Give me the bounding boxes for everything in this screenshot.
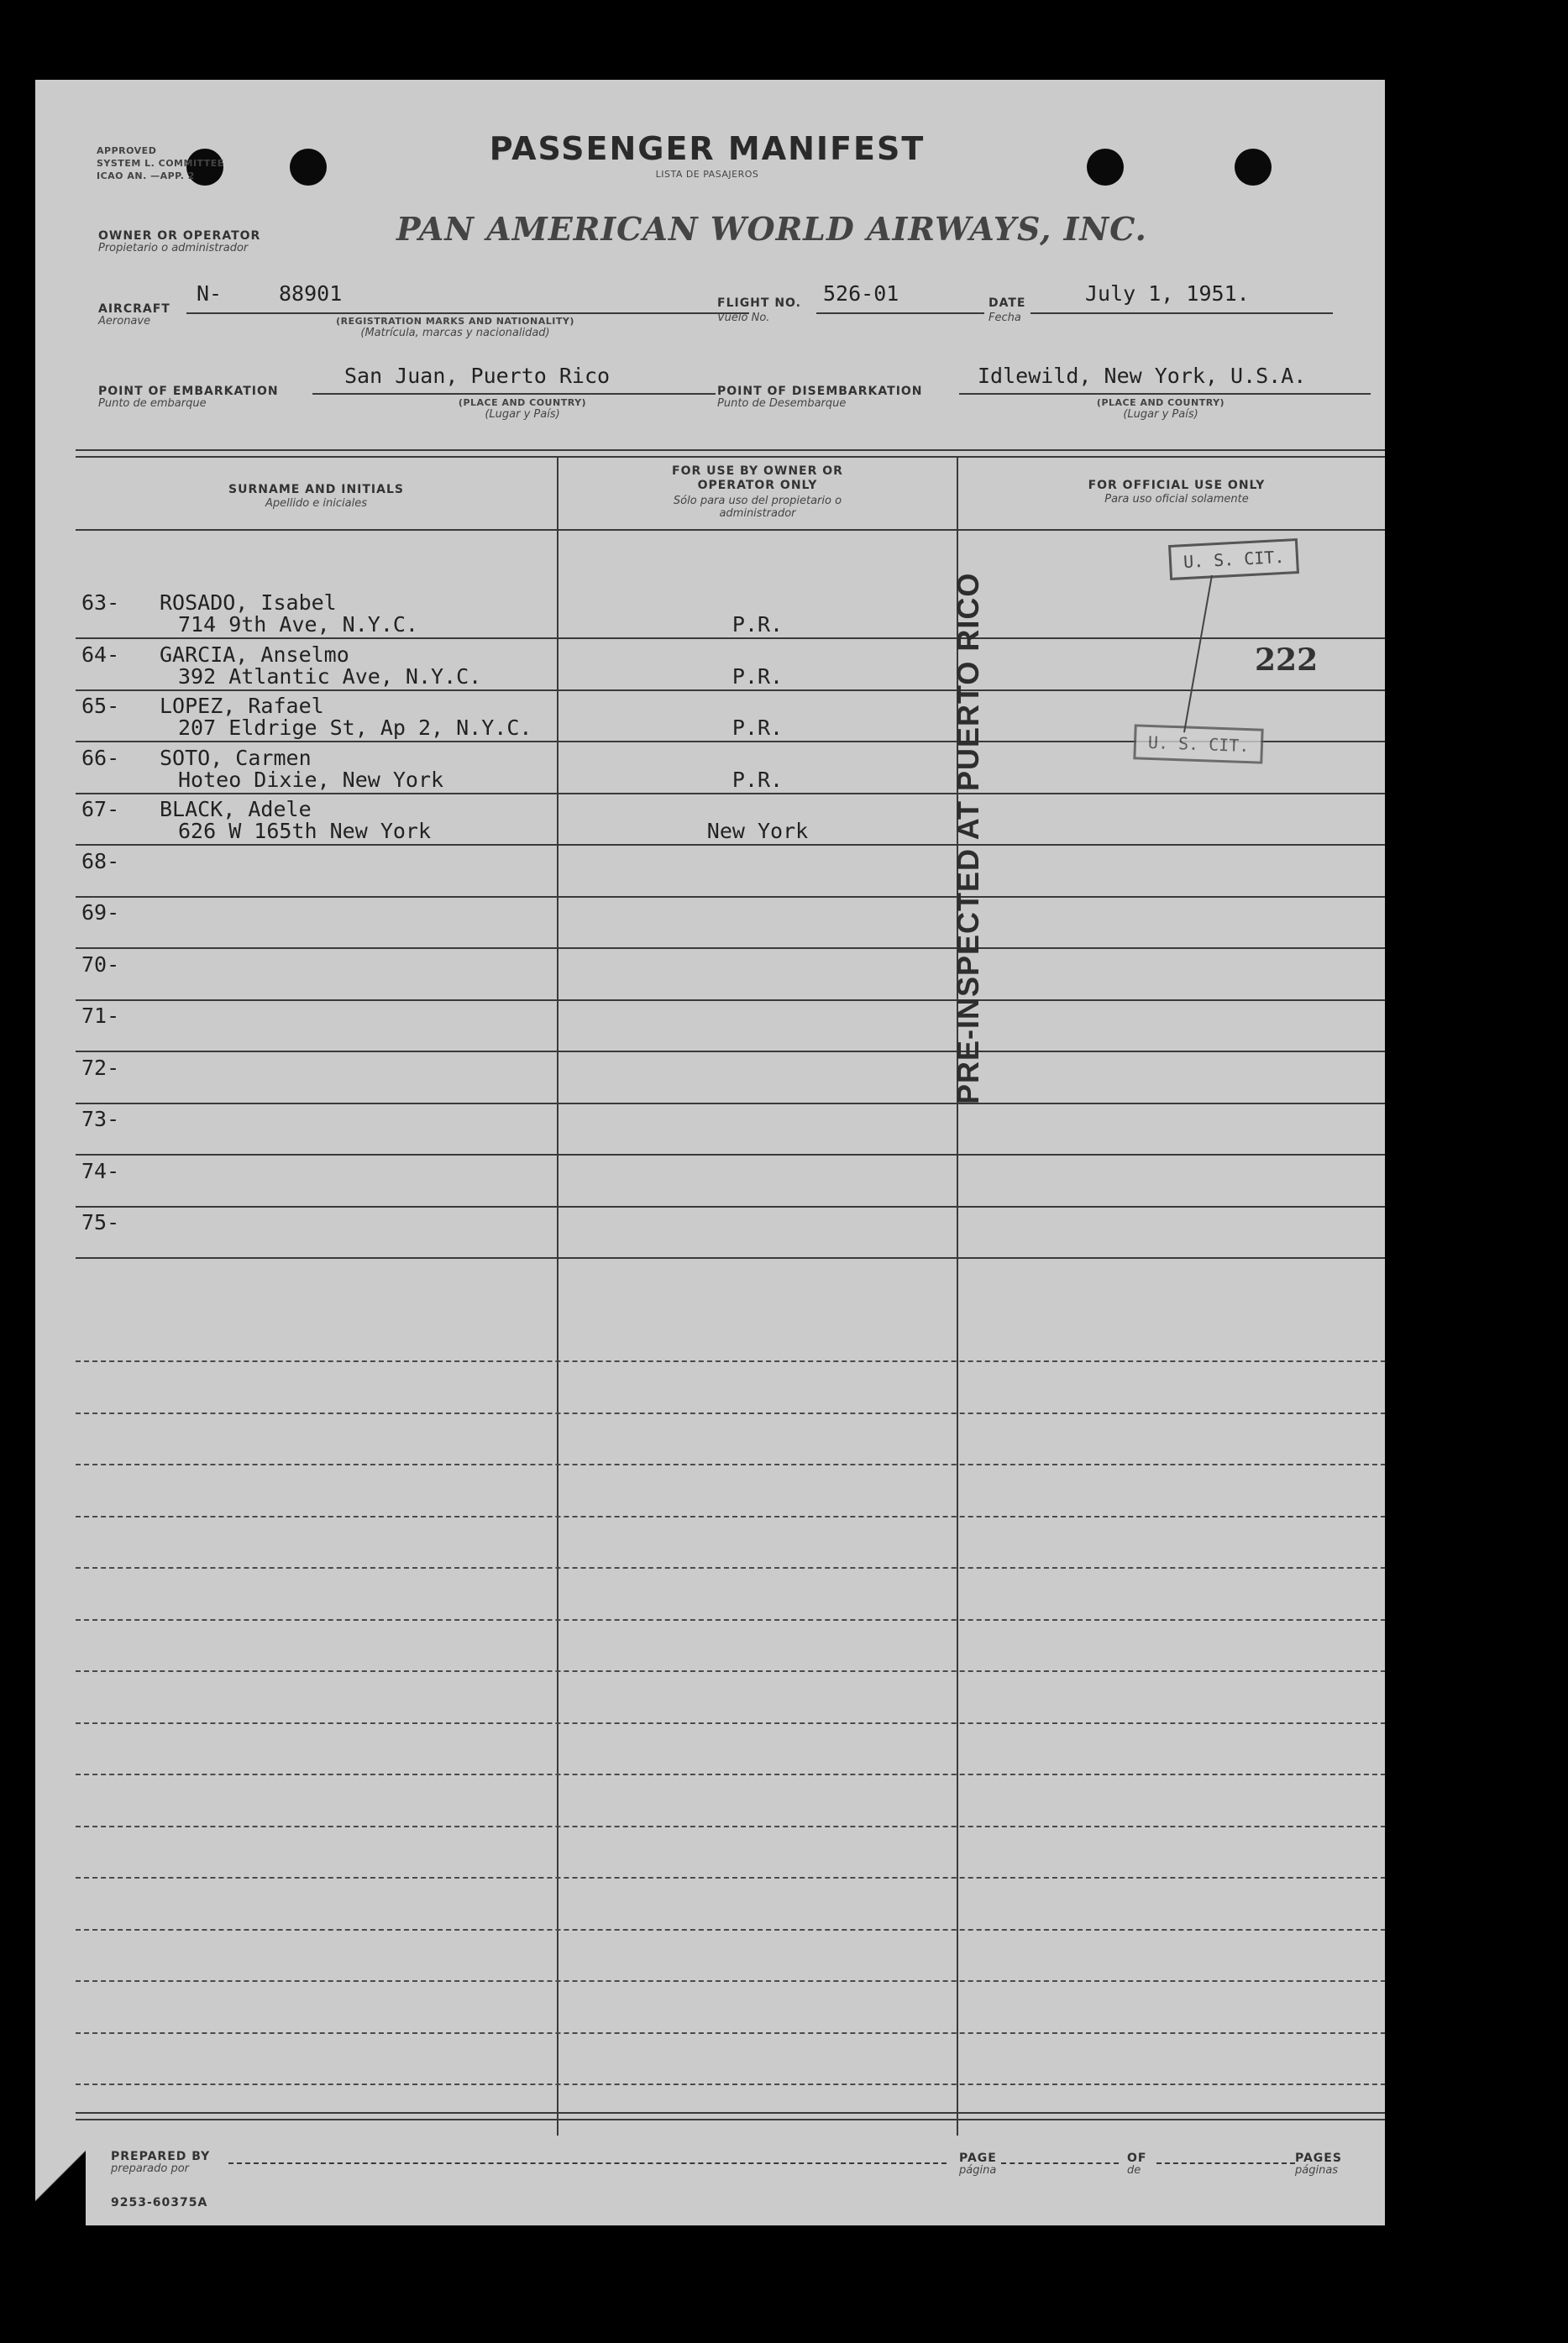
stamp-connector: [1183, 575, 1213, 732]
aircraft-prefix: N-: [197, 281, 223, 306]
aircraft-underline: [186, 312, 749, 314]
row-rule: [76, 637, 1385, 639]
owner-label: OWNER OR OPERATOR: [98, 229, 261, 243]
of-line: [1156, 2162, 1295, 2164]
count-number: 222: [1255, 642, 1319, 678]
column-header-official-es: Para uso oficial solamente: [1104, 493, 1249, 506]
page-line: [1001, 2162, 1119, 2164]
row-rule: [76, 1154, 1385, 1156]
registration-caption: (REGISTRATION MARKS AND NATIONALITY): [336, 316, 574, 327]
prepared-by-label-es: preparado por: [111, 2162, 190, 2175]
row-number: 71-: [81, 1004, 120, 1028]
date-label-es: Fecha: [989, 312, 1021, 324]
page-label-es: página: [959, 2164, 997, 2177]
row-rule: [76, 1206, 1385, 1208]
row-number: 63-: [81, 590, 120, 615]
column-header-surname-es: Apellido e iniciales: [265, 497, 368, 510]
row-rule: [76, 947, 1385, 949]
table-bottom-rule: [76, 2112, 1385, 2114]
row-rule: [76, 1051, 1385, 1052]
table-top-rule: [76, 456, 1385, 458]
row-number: 69-: [81, 900, 120, 925]
passenger-address: 207 Eldrige St, Ap 2, N.Y.C.: [178, 715, 532, 740]
row-number: 74-: [81, 1158, 120, 1183]
column-header-official: FOR OFFICIAL USE ONLY: [1088, 479, 1266, 492]
row-number: 72-: [81, 1055, 120, 1080]
approval-line: APPROVED: [97, 145, 157, 156]
blank-rule: [76, 1619, 1385, 1621]
passenger-name: GARCIA, Anselmo: [160, 642, 349, 667]
column-header-owner: FOR USE BY OWNER OR OPERATOR ONLY: [672, 464, 843, 492]
embark-underline: [312, 393, 716, 395]
blank-rule: [76, 1360, 1385, 1362]
embark-label: POINT OF EMBARKATION: [98, 385, 279, 398]
row-rule: [76, 1103, 1385, 1104]
disembark-label-es: Punto de Desembarque: [717, 397, 847, 410]
table-top-rule: [76, 449, 1385, 451]
page-subtitle: LISTA DE PASAJEROS: [655, 169, 759, 180]
embark-value: San Juan, Puerto Rico: [344, 364, 611, 388]
aircraft-label: AIRCRAFT: [98, 302, 170, 316]
blank-rule: [76, 1826, 1385, 1827]
registration-caption-es: (Matrícula, marcas y nacionalidad): [360, 327, 550, 339]
row-rule: [76, 999, 1385, 1001]
owner-use-value: P.R.: [732, 767, 784, 792]
row-number: 66-: [81, 745, 120, 770]
place-caption: (PLACE AND COUNTRY): [1096, 397, 1225, 408]
row-number: 70-: [81, 951, 120, 977]
passenger-name: LOPEZ, Rafael: [160, 694, 324, 718]
passenger-address: 392 Atlantic Ave, N.Y.C.: [178, 663, 482, 689]
pages-label-es: páginas: [1295, 2164, 1339, 2177]
owner-use-value: New York: [706, 819, 809, 843]
row-number: 68-: [81, 848, 120, 873]
flight-label: FLIGHT NO.: [717, 296, 801, 310]
date-label: DATE: [989, 296, 1026, 310]
blank-rule: [76, 2084, 1385, 2085]
punch-hole: [290, 149, 327, 186]
us-cit-stamp: U. S. CIT.: [1168, 538, 1299, 580]
place-caption-es: (Lugar y País): [1123, 408, 1198, 421]
preinspected-stamp: PRE-INSPECTED AT PUERTO RICO: [951, 572, 985, 1104]
aircraft-value: 88901: [279, 281, 343, 306]
row-rule: [76, 1257, 1385, 1259]
pages-label: PAGES: [1295, 2152, 1342, 2165]
disembark-underline: [959, 393, 1371, 395]
blank-rule: [76, 1980, 1385, 1982]
punch-hole: [1087, 149, 1124, 186]
row-rule: [76, 689, 1385, 691]
flight-label-es: Vuelo No.: [717, 312, 770, 324]
passenger-name: BLACK, Adele: [160, 797, 312, 821]
row-rule: [76, 844, 1385, 846]
blank-rule: [76, 2032, 1385, 2034]
date-value: July 1, 1951.: [1085, 281, 1250, 306]
table-bottom-rule: [76, 2119, 1385, 2120]
blank-rule: [76, 1670, 1385, 1672]
flight-underline: [816, 312, 984, 314]
header-rule: [76, 529, 1385, 531]
page-label: PAGE: [959, 2152, 997, 2165]
blank-rule: [76, 1567, 1385, 1569]
passenger-name: ROSADO, Isabel: [160, 590, 337, 615]
approval-line: SYSTEM L. COMMITTEE: [97, 158, 224, 169]
row-number: 65-: [81, 694, 120, 718]
date-underline: [1030, 312, 1333, 314]
embark-label-es: Punto de embarque: [98, 397, 207, 410]
row-rule: [76, 793, 1385, 794]
blank-rule: [76, 1464, 1385, 1465]
punch-hole: [1235, 149, 1272, 186]
column-header-surname: SURNAME AND INITIALS: [228, 483, 404, 496]
owner-use-value: P.R.: [732, 663, 784, 689]
place-caption-es: (Lugar y País): [485, 408, 560, 421]
aircraft-label-es: Aeronave: [98, 315, 151, 328]
manifest-sheet: [35, 80, 1385, 2225]
approval-line: ICAO AN. —APP. 2: [97, 170, 195, 181]
blank-rule: [76, 1877, 1385, 1879]
column-header-owner-es: Sólo para uso del propietario o administrador: [673, 495, 842, 520]
passenger-address: 714 9th Ave, N.Y.C.: [178, 612, 418, 637]
owner-use-value: P.R.: [732, 715, 784, 740]
flight-value: 526-01: [823, 281, 899, 306]
row-number: 75-: [81, 1210, 120, 1234]
owner-label-es: Propietario o administrador: [98, 242, 249, 254]
form-number: 9253-60375A: [111, 2196, 208, 2209]
column-divider: [557, 456, 559, 2136]
row-rule: [76, 896, 1385, 898]
blank-rule: [76, 1722, 1385, 1724]
of-label-es: de: [1127, 2164, 1141, 2177]
disembark-label: POINT OF DISEMBARKATION: [717, 385, 923, 398]
passenger-name: SOTO, Carmen: [160, 745, 312, 770]
row-number: 67-: [81, 797, 120, 821]
disembark-value: Idlewild, New York, U.S.A.: [978, 364, 1307, 388]
prepared-by-label: PREPARED BY: [111, 2150, 211, 2163]
passenger-address: 626 W 165th New York: [178, 819, 432, 843]
row-number: 73-: [81, 1107, 120, 1131]
of-label: OF: [1127, 2152, 1147, 2165]
passenger-address: Hoteo Dixie, New York: [178, 767, 444, 792]
blank-rule: [76, 1516, 1385, 1517]
prepared-by-line: [228, 2162, 947, 2164]
place-caption: (PLACE AND COUNTRY): [458, 397, 587, 408]
row-number: 64-: [81, 642, 120, 667]
blank-rule: [76, 1929, 1385, 1931]
blank-rule: [76, 1413, 1385, 1414]
blank-rule: [76, 1774, 1385, 1775]
owner-use-value: P.R.: [732, 612, 784, 637]
owner-value: PAN AMERICAN WORLD AIRWAYS, INC.: [396, 210, 1147, 248]
us-cit-stamp: U. S. CIT.: [1133, 724, 1264, 763]
page-title: PASSENGER MANIFEST: [489, 130, 926, 167]
